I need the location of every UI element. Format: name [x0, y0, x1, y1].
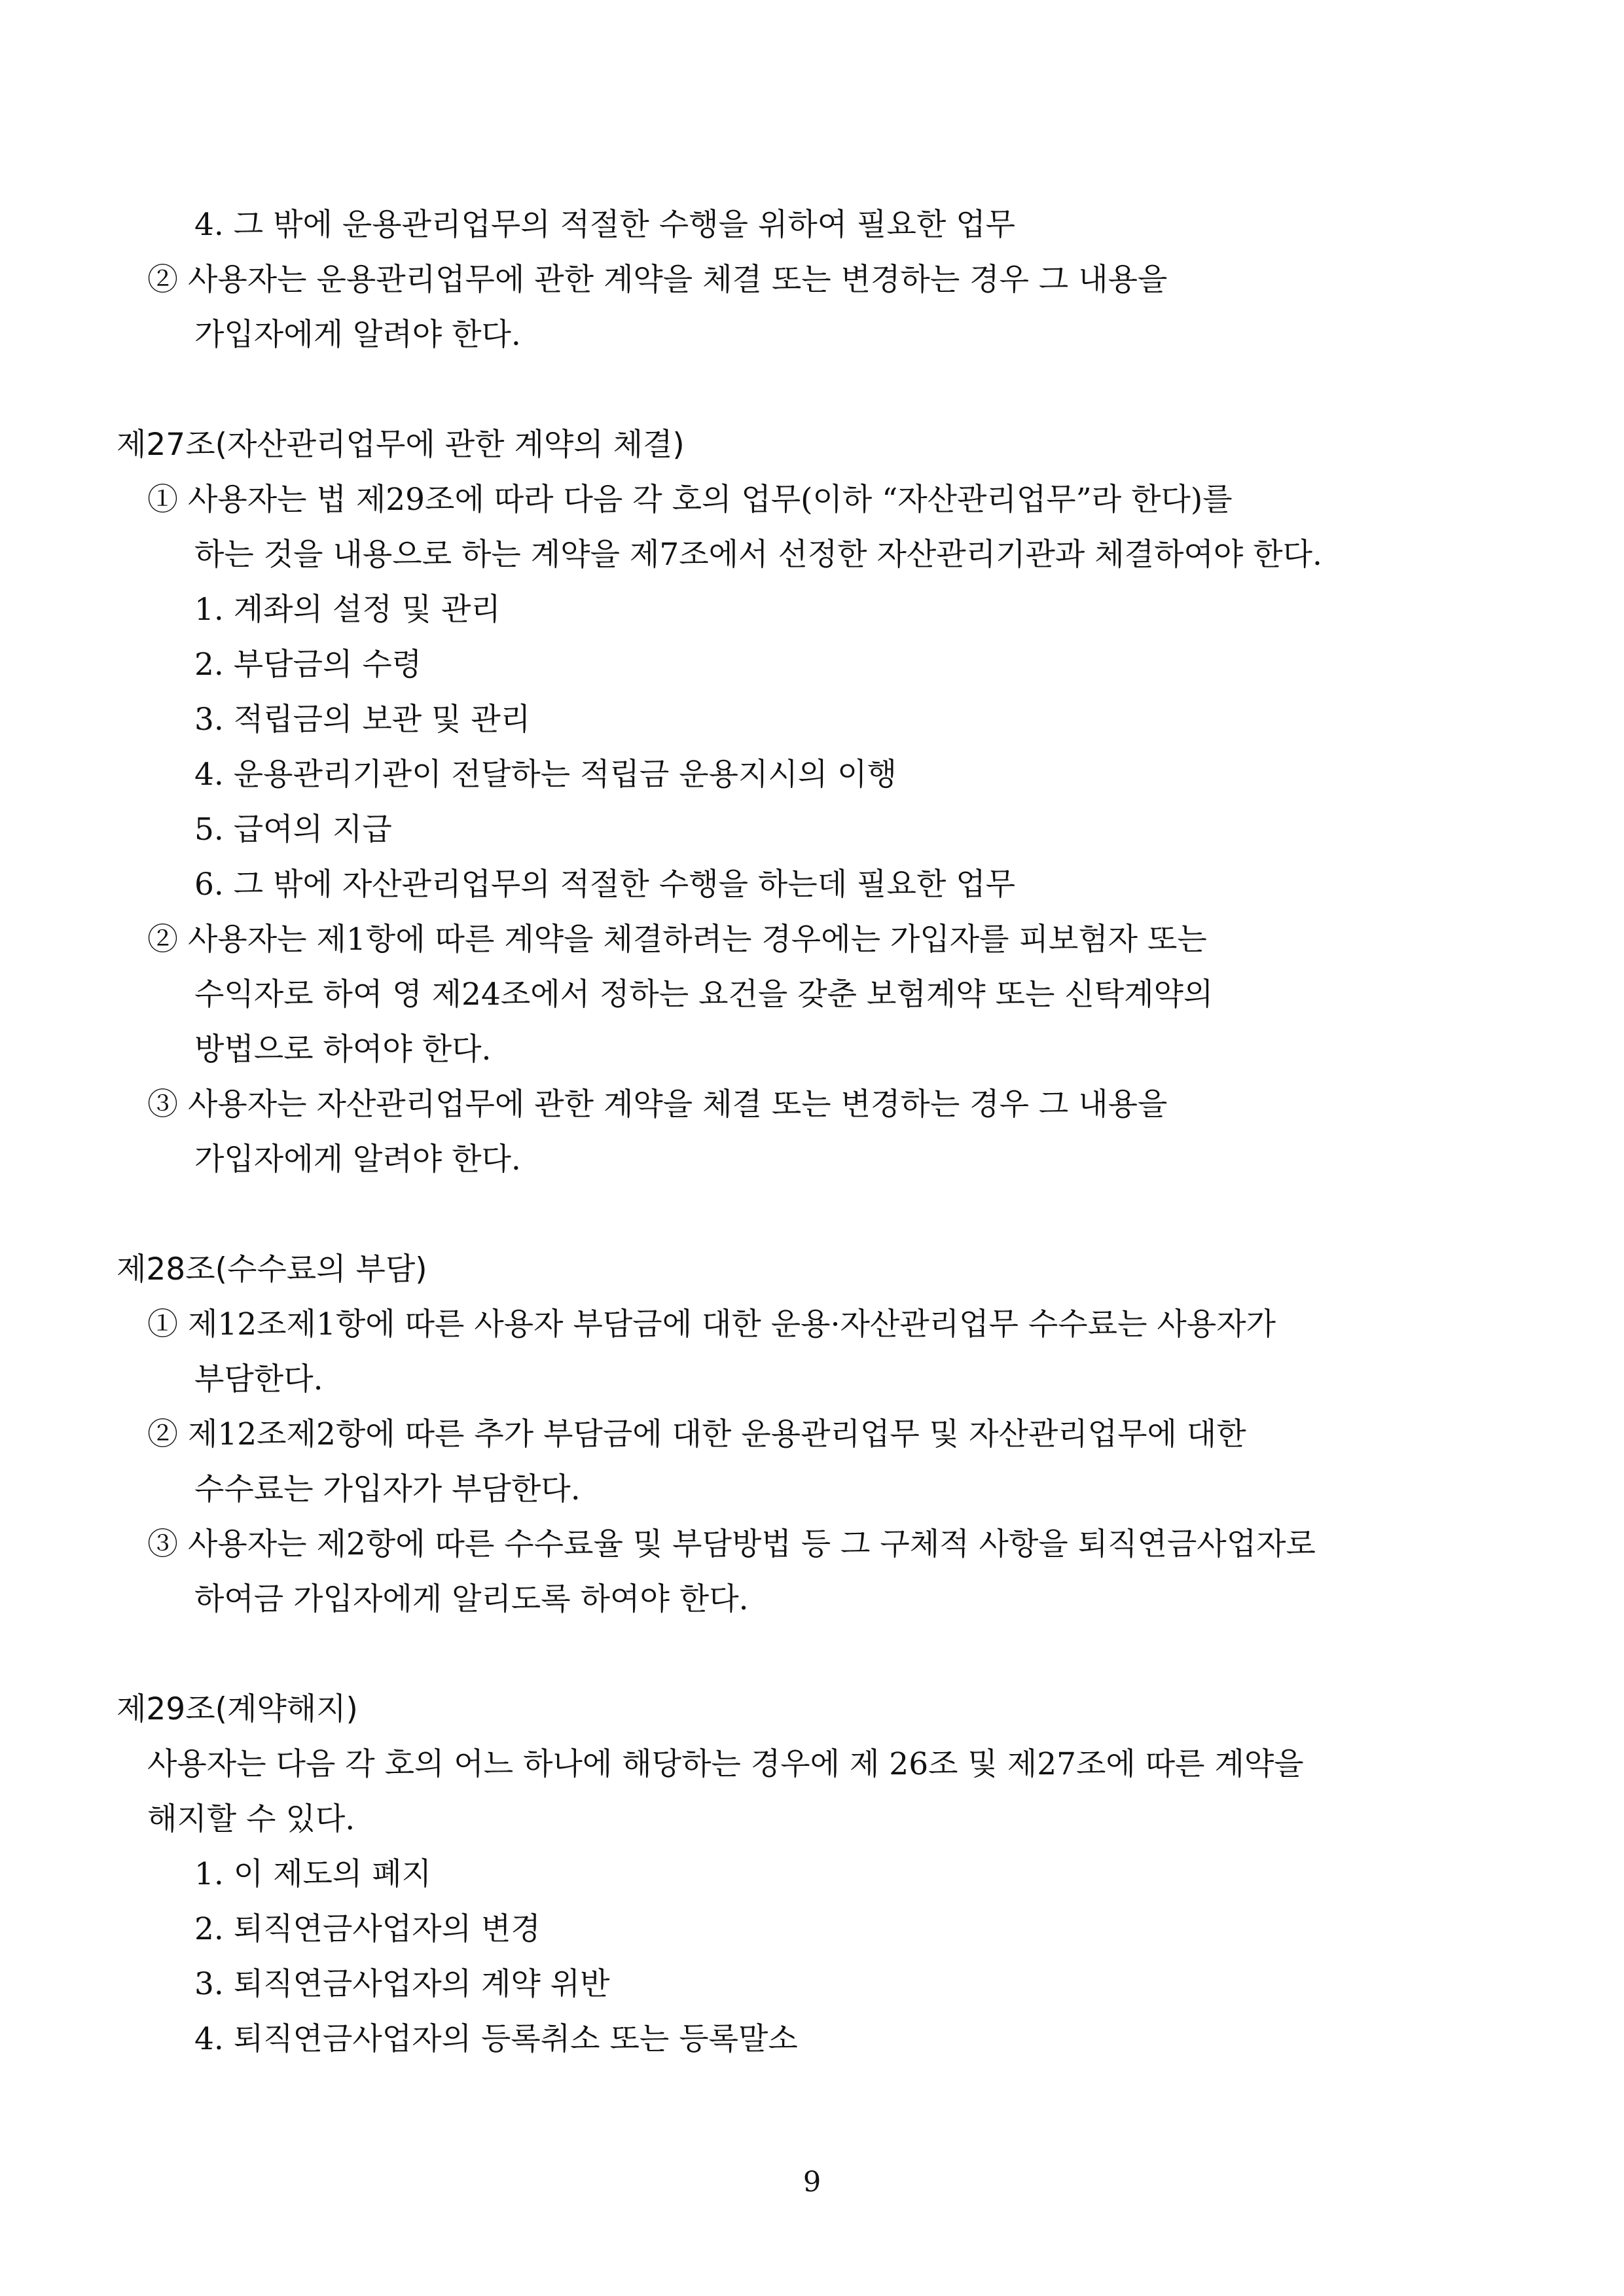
article-29-item-3: 3. 퇴직연금사업자의 계약 위반 — [194, 1966, 610, 2002]
article-29-item-1: 1. 이 제도의 폐지 — [194, 1856, 432, 1892]
article-28-paragraph-3-line-2: 하여금 가입자에게 알리도록 하여야 한다. — [194, 1581, 749, 1617]
article-27-item-5: 5. 급여의 지급 — [194, 812, 392, 848]
article-29-item-2: 2. 퇴직연금사업자의 변경 — [194, 1911, 541, 1947]
article-27-item-2: 2. 부담금의 수령 — [194, 647, 422, 683]
article-27-paragraph-1-line-2: 하는 것을 내용으로 하는 계약을 제7조에서 선정한 자산관리기관과 체결하여야 한다. — [194, 537, 1322, 573]
article-27-item-6: 6. 그 밖에 자산관리업무의 적절한 수행을 하는데 필요한 업무 — [194, 867, 1016, 903]
top-paragraph-2-line-2: 가입자에게 알려야 한다. — [194, 317, 521, 353]
article-27-item-4: 4. 운용관리기관이 전달하는 적립금 운용지시의 이행 — [194, 757, 897, 793]
article-28-paragraph-1-line-2: 부담한다. — [194, 1361, 323, 1397]
article-27-paragraph-3-line-2: 가입자에게 알려야 한다. — [194, 1141, 521, 1177]
top-paragraph-2-line-1: ② 사용자는 운용관리업무에 관한 계약을 체결 또는 변경하는 경우 그 내용을 — [147, 262, 1168, 298]
article-29-item-4: 4. 퇴직연금사업자의 등록취소 또는 등록말소 — [194, 2021, 798, 2057]
article-28-title: 제28조(수수료의 부담) — [117, 1251, 427, 1287]
article-29-intro-line-1: 사용자는 다음 각 호의 어느 하나에 해당하는 경우에 제 26조 및 제27조에 따른 계약을 — [147, 1746, 1304, 1782]
article-27-paragraph-1-line-1: ① 사용자는 법 제29조에 따라 다음 각 호의 업무(이하 “자산관리업무”라 한다)를 — [147, 482, 1233, 518]
article-28-paragraph-1-line-1: ① 제12조제1항에 따른 사용자 부담금에 대한 운용·자산관리업무 수수료는 사용자가 — [147, 1306, 1276, 1342]
article-29-title: 제29조(계약해지) — [117, 1691, 358, 1727]
article-27-paragraph-2-line-1: ② 사용자는 제1항에 따른 계약을 체결하려는 경우에는 가입자를 피보험자 또는 — [147, 922, 1207, 958]
article-28-paragraph-2-line-2: 수수료는 가입자가 부담한다. — [194, 1471, 581, 1507]
article-28-paragraph-3-line-1: ③ 사용자는 제2항에 따른 수수료율 및 부담방법 등 그 구체적 사항을 퇴직연금사업자로 — [147, 1526, 1316, 1562]
page-number: 9 — [803, 2166, 821, 2198]
top-item-4: 4. 그 밖에 운용관리업무의 적절한 수행을 위하여 필요한 업무 — [194, 207, 1016, 243]
article-27-paragraph-3-line-1: ③ 사용자는 자산관리업무에 관한 계약을 체결 또는 변경하는 경우 그 내용을 — [147, 1086, 1168, 1122]
article-29-intro-line-2: 해지할 수 있다. — [147, 1801, 355, 1837]
article-27-paragraph-2-line-3: 방법으로 하여야 한다. — [194, 1031, 492, 1067]
article-28-paragraph-2-line-1: ② 제12조제2항에 따른 추가 부담금에 대한 운용관리업무 및 자산관리업무에 대한 — [147, 1416, 1246, 1452]
article-27-item-3: 3. 적립금의 보관 및 관리 — [194, 702, 531, 738]
article-27-title: 제27조(자산관리업무에 관한 계약의 체결) — [117, 427, 685, 463]
article-27-paragraph-2-line-2: 수익자로 하여 영 제24조에서 정하는 요건을 갖춘 보험계약 또는 신탁계약의 — [194, 977, 1214, 1013]
article-27-item-1: 1. 계좌의 설정 및 관리 — [194, 592, 501, 628]
